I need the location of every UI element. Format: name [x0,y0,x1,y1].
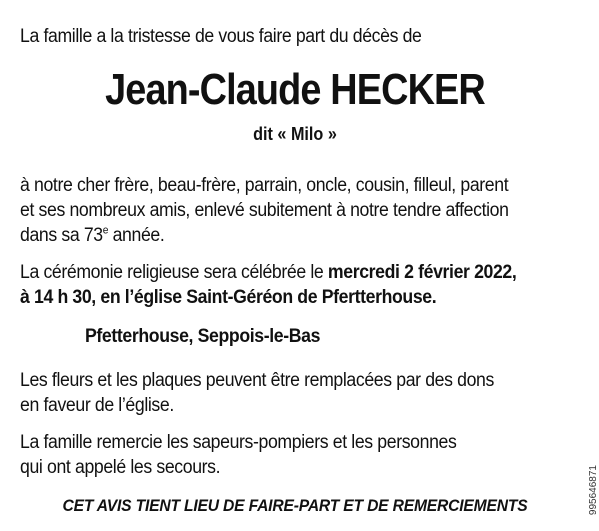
intro-text: La famille a la tristesse de vous faire part du décès de [20,26,422,47]
locations: Pfetterhouse, Seppois-le-Bas [85,326,321,347]
deceased-name: Jean-Claude HECKER [105,65,485,114]
flowers-line-1: Les fleurs et les plaques peuvent être remplacées par des dons [20,370,494,391]
family-line-1: à notre cher frère, beau-frère, parrain, oncle, cousin, filleul, parent [20,175,509,196]
ceremony-line-2: à 14 h 30, en l’église Saint-Géréon de Pfertterhouse. [20,287,437,308]
ceremony-paragraph [20,260,516,310]
reference-number: 995646871 [588,465,599,516]
thanks-line-2: qui ont appelé les secours. [20,457,221,478]
flowers-paragraph [20,368,494,418]
ceremony-lead: La cérémonie religieuse sera célébrée le [20,262,328,283]
family-line-3 [20,223,509,248]
nickname: dit « Milo » [253,124,337,144]
ceremony-date: mercredi 2 février 2022, [327,262,517,283]
family-paragraph [20,173,509,248]
ordinal-suffix: e [102,224,109,237]
flowers-line-2: en faveur de l’église. [20,395,174,416]
year-word: année. [108,225,165,246]
closing-statement: CET AVIS TIENT LIEU DE FAIRE-PART ET DE REMERCIEMENTS [62,496,528,515]
thanks-line-1: La famille remercie les sapeurs-pompiers et les personnes [20,432,457,453]
thanks-paragraph [20,430,456,480]
age-text: dans sa 73 [20,225,103,246]
ceremony-line-1 [20,260,516,285]
family-line-2: et ses nombreux amis, enlevé subitement à notre tendre affection [20,200,509,221]
